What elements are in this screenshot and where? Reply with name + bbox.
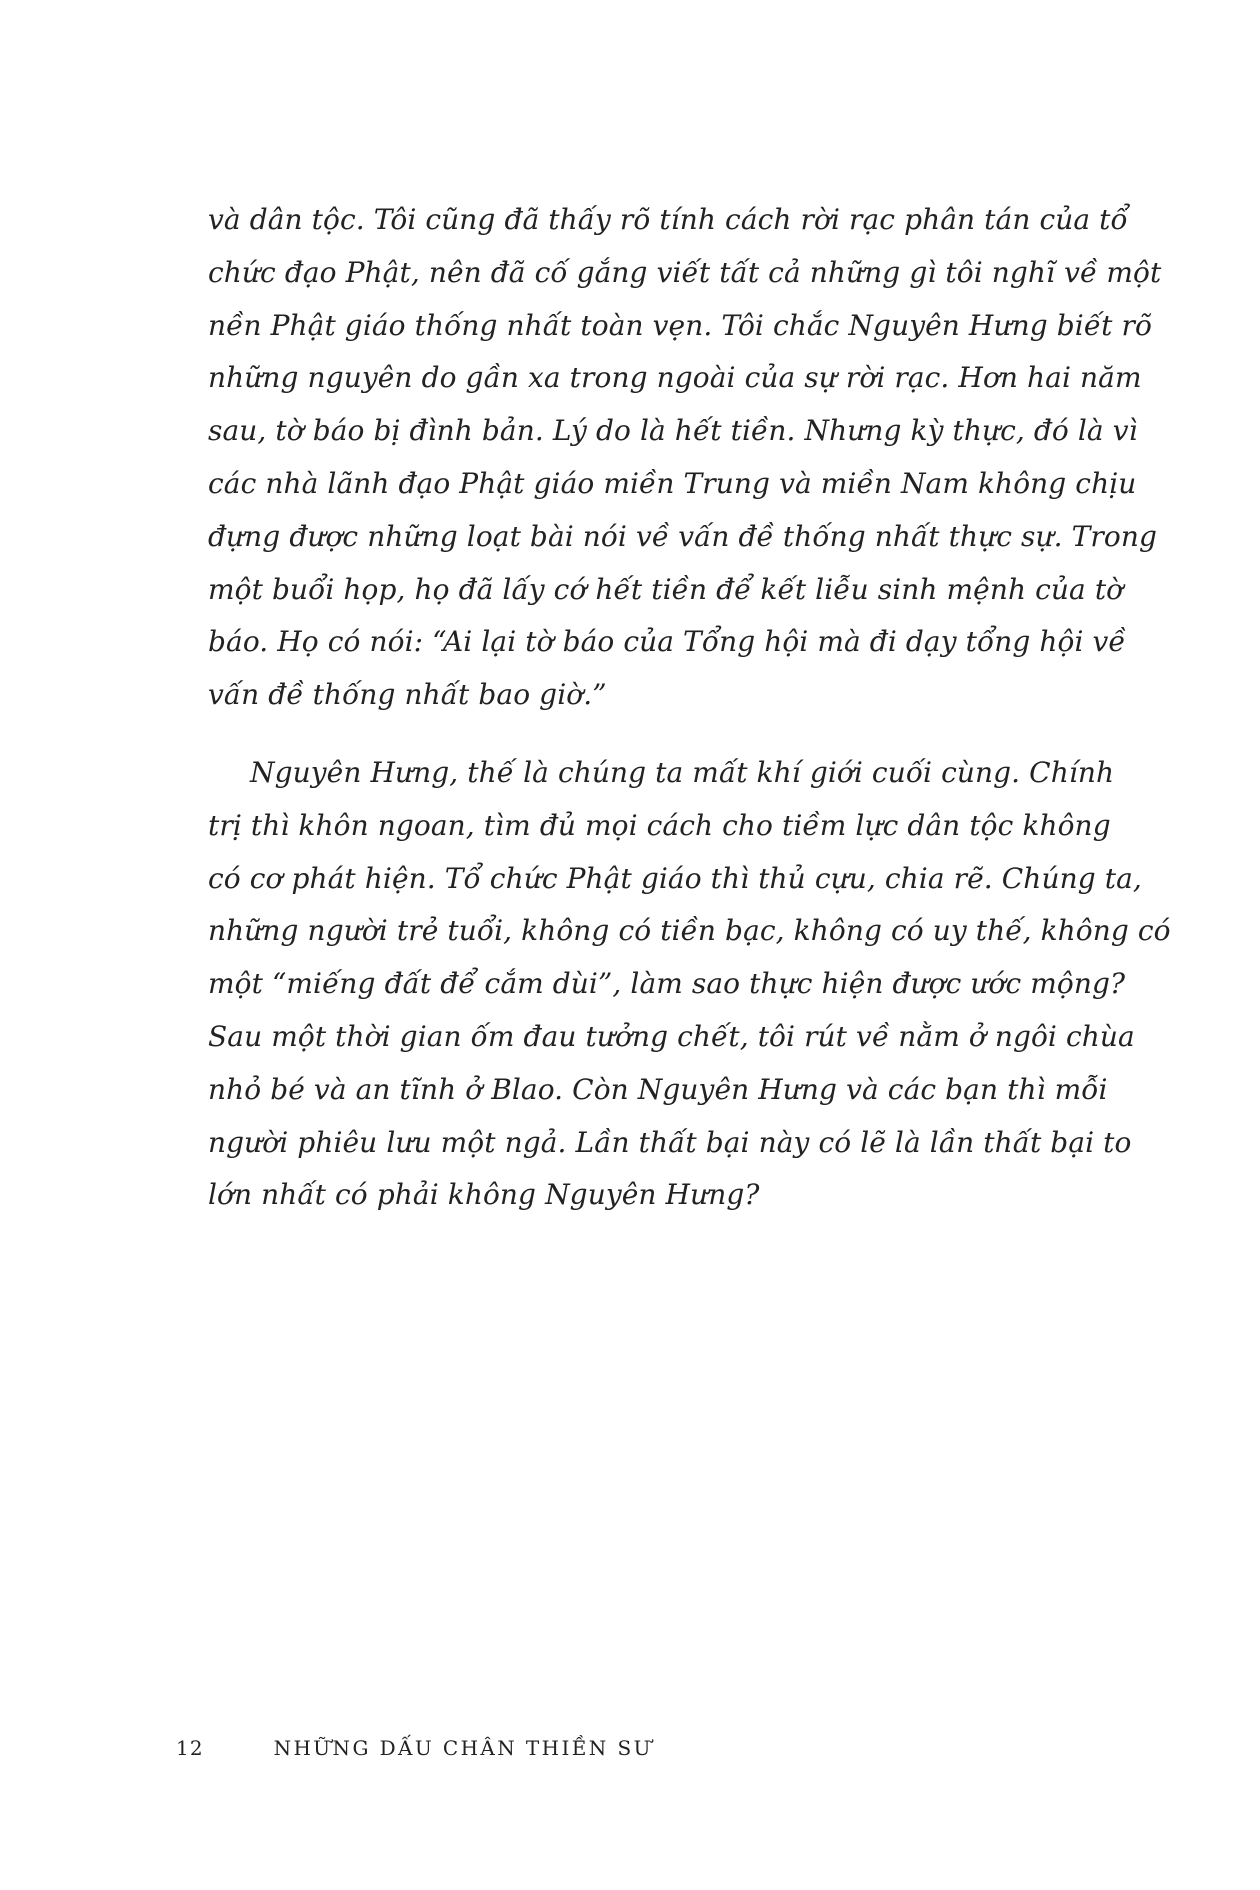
text-line: một buổi họp, họ đã lấy cớ hết tiền để kết liễu sinh mệnh của tờ <box>208 572 1124 606</box>
paragraph-2 <box>208 747 1171 1222</box>
page-footer <box>176 1736 653 1760</box>
text-line: có cơ phát hiện. Tổ chức Phật giáo thì thủ cựu, chia rẽ. Chúng ta, <box>208 861 1142 895</box>
text-line: Sau một thời gian ốm đau tưởng chết, tôi rút về nằm ở ngôi chùa <box>208 1019 1135 1053</box>
text-line: những nguyên do gần xa trong ngoài của sự rời rạc. Hơn hai năm <box>208 361 1142 395</box>
text-line: chức đạo Phật, nên đã cố gắng viết tất cả những gì tôi nghĩ về một <box>208 255 1162 289</box>
text-line: báo. Họ có nói: “Ai lại tờ báo của Tổng hội mà đi dạy tổng hội về <box>208 625 1126 659</box>
running-title: NHỮNG DẤU CHÂN THIỀN SƯ <box>273 1736 653 1760</box>
text-line: vấn đề thống nhất bao giờ.” <box>208 678 607 712</box>
text-line: trị thì khôn ngoan, tìm đủ mọi cách cho tiềm lực dân tộc không <box>208 808 1111 842</box>
text-line: sau, tờ báo bị đình bản. Lý do là hết tiền. Nhưng kỳ thực, đó là vì <box>208 414 1138 448</box>
text-line: đựng được những loạt bài nói về vấn đề thống nhất thực sự. Trong <box>208 519 1157 553</box>
text-line: một “miếng đất để cắm dùi”, làm sao thực hiện được ước mộng? <box>208 967 1126 1001</box>
text-line: những người trẻ tuổi, không có tiền bạc, không có uy thế, không có <box>208 914 1171 948</box>
text-line: nền Phật giáo thống nhất toàn vẹn. Tôi chắc Nguyên Hưng biết rõ <box>208 308 1152 342</box>
text-line: lớn nhất có phải không Nguyên Hưng? <box>208 1178 760 1212</box>
page-number: 12 <box>176 1736 204 1760</box>
text-line: và dân tộc. Tôi cũng đã thấy rõ tính cách rời rạc phân tán của tổ <box>208 203 1128 236</box>
text-line: Nguyên Hưng, thế là chúng ta mất khí giới cuối cùng. Chính <box>250 755 1115 789</box>
paragraph-1 <box>208 194 1162 722</box>
text-line: các nhà lãnh đạo Phật giáo miền Trung và miền Nam không chịu <box>208 466 1137 500</box>
body-text <box>208 194 1171 1222</box>
text-line: nhỏ bé và an tĩnh ở Blao. Còn Nguyên Hưng và các bạn thì mỗi <box>208 1072 1108 1106</box>
text-line: người phiêu lưu một ngả. Lần thất bại này có lẽ là lần thất bại to <box>208 1125 1132 1159</box>
